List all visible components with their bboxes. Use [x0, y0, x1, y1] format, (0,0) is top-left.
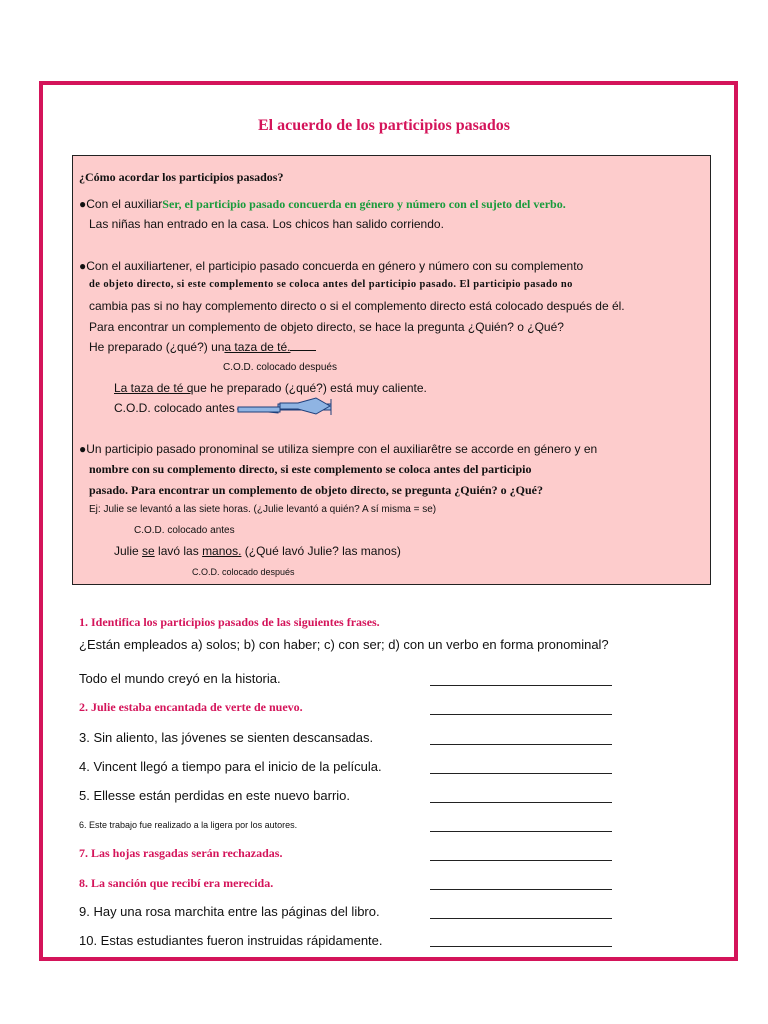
- answer-blank-1[interactable]: [430, 685, 612, 686]
- ser-example: Las niñas han entrado en la casa. Los chicos han salido corriendo.: [89, 217, 444, 231]
- pron-text-1: Un participio pasado pronominal se utiliza siempre con el auxiliarêtre se accorde en género y en: [86, 442, 598, 456]
- answer-blank-10[interactable]: [430, 946, 612, 947]
- example-3-cod: manos.: [202, 544, 242, 558]
- ej-line: [89, 503, 436, 517]
- example-2-cod: La taza de té q: [114, 381, 194, 395]
- ser-rule: Ser, el participio pasado concuerda en género y número con el sujeto del verbo.: [162, 197, 566, 211]
- exercise-heading: 1. Identifica los participios pasados de las siguientes frases.: [79, 615, 380, 629]
- example-3-se: se: [142, 544, 155, 558]
- exercise-item-10: 10. Estas estudiantes fueron instruidas rápidamente.: [79, 933, 383, 948]
- ej-text: levantó a las siete horas. (¿Julie levantó a quién? A sí misma = se): [140, 504, 437, 515]
- answer-blank-9[interactable]: [430, 918, 612, 919]
- exercise-item-2: 2. Julie estaba encantada de verte de nuevo.: [79, 700, 303, 714]
- example-1: [89, 340, 316, 354]
- exercise-item-5: 5. Ellesse están perdidas en este nuevo barrio.: [79, 788, 351, 803]
- bullet: ●: [79, 442, 87, 456]
- answer-blank-5[interactable]: [430, 802, 612, 803]
- answer-blank-4[interactable]: [430, 773, 612, 774]
- bullet: ●: [79, 197, 87, 211]
- ser-rule-line: [79, 197, 566, 211]
- example-3-verb: lavó las: [154, 544, 203, 558]
- exercise-item-4: 4. Vincent llegó a tiempo para el inicio de la película.: [79, 759, 382, 774]
- exercise-item-1: Todo el mundo creyó en la historia.: [79, 671, 281, 686]
- tener-text-1: Con el auxiliartener, el participio pasado concuerda en género y número con su complemento: [86, 259, 584, 273]
- bullet: ●: [79, 259, 87, 273]
- pron-line-1: [79, 442, 597, 456]
- rules-question: ¿Cómo acordar los participios pasados?: [79, 170, 284, 184]
- example-1-cod: a taza de té.: [224, 340, 291, 354]
- example-1-text: He preparado (¿qué?) un: [89, 340, 225, 354]
- exercise-item-6: 6. Este trabajo fue realizado a la ligera por los autores.: [79, 820, 298, 830]
- tener-line-3: cambia pas si no hay complemento directo o si el complemento directo está colocado después de él.: [89, 299, 625, 313]
- answer-blank-7[interactable]: [430, 860, 612, 861]
- example-2-text: ue he preparado (¿qué?) está muy caliente.: [193, 381, 427, 395]
- answer-blank-6[interactable]: [430, 831, 612, 832]
- pron-line-2: nombre con su complemento directo, si este complemento se coloca antes del participio: [89, 462, 532, 476]
- answer-blank-8[interactable]: [430, 889, 612, 890]
- exercise-item-7: 7. Las hojas rasgadas serán rechazadas.: [79, 846, 283, 860]
- example-2-note: C.O.D. colocado antes: [114, 401, 235, 415]
- example-3-note: C.O.D. colocado después: [192, 567, 295, 577]
- exercise-item-8: 8. La sanción que recibí era merecida.: [79, 876, 274, 890]
- exercise-instruction: ¿Están empleados a) solos; b) con haber; c) con ser; d) con un verbo en forma pronominal?: [79, 637, 609, 652]
- answer-blank-2[interactable]: [430, 714, 612, 715]
- example-3: [114, 544, 401, 558]
- tener-line-1: [79, 259, 583, 273]
- example-1-note: C.O.D. colocado después: [223, 362, 337, 373]
- tener-line-2: de objeto directo, si este complemento se coloca antes del participio pasado. El participio pasado no: [89, 279, 573, 290]
- ej-lead: Ej: Julie se: [89, 504, 141, 515]
- pron-line-3: pasado. Para encontrar un complemento de objeto directo, se pregunta ¿Quién? o ¿Qué?: [89, 483, 543, 497]
- example-2: [114, 381, 427, 395]
- exercise-item-3: 3. Sin aliento, las jóvenes se sienten descansadas.: [79, 730, 374, 745]
- exercise-item-9: 9. Hay una rosa marchita entre las páginas del libro.: [79, 904, 380, 919]
- left-arrow-icon: [236, 397, 332, 417]
- page-title: El acuerdo de los participios pasados: [257, 117, 511, 134]
- answer-blank-3[interactable]: [430, 744, 612, 745]
- ser-lead: Con el auxiliar: [86, 197, 163, 211]
- ej-note: C.O.D. colocado antes: [134, 525, 235, 536]
- example-3-subject: Julie: [114, 544, 143, 558]
- example-3-question: (¿Qué lavó Julie? las manos): [241, 544, 401, 558]
- tener-line-4: Para encontrar un complemento de objeto directo, se hace la pregunta ¿Quién? o ¿Qué?: [89, 320, 564, 334]
